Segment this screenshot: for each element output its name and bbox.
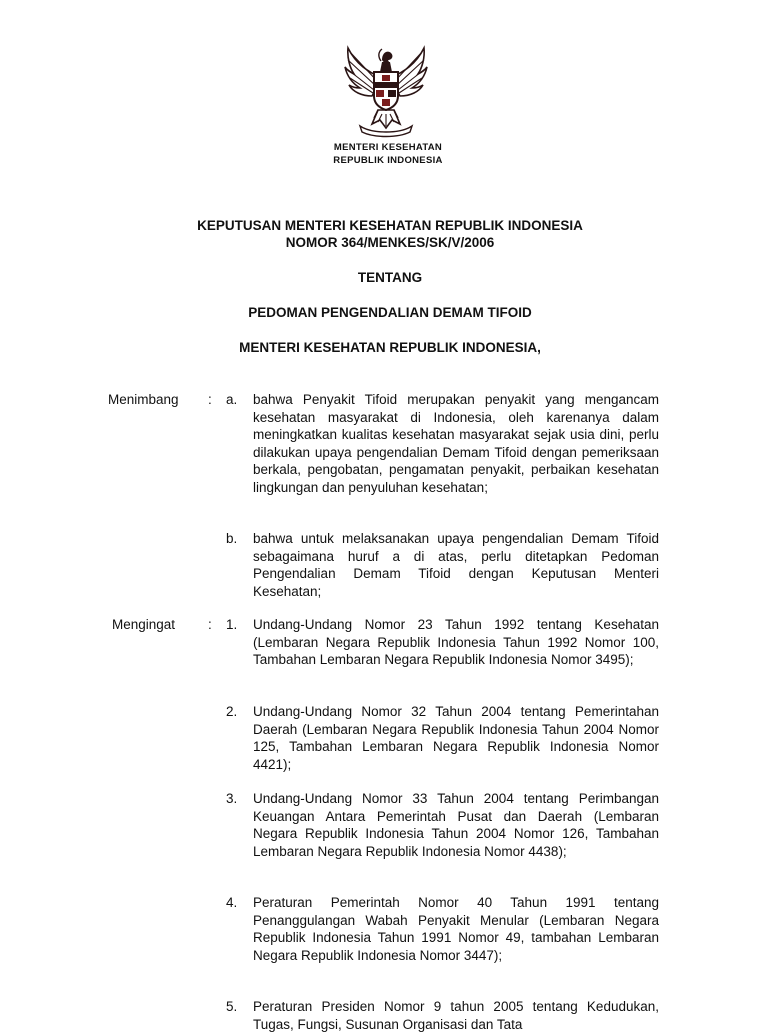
menimbang-item-a-marker: a. <box>226 392 238 407</box>
mengingat-item-1-marker: 1. <box>226 617 238 632</box>
mengingat-item-5-marker: 5. <box>226 999 238 1014</box>
mengingat-item-3-text: Undang-Undang Nomor 33 Tahun 2004 tentang Perimbangan Keuangan Antara Pemerintah Pusat dan Daerah (Lembaran Negara Republik Indonesia Tahun 2004 Nomor 126, Tambahan Lembaran Negara Republik Indonesia Nomor 4438); <box>253 791 659 859</box>
menimbang-label: Menimbang <box>108 392 179 407</box>
decree-number: NOMOR 364/MENKES/SK/V/2006 <box>285 235 495 250</box>
menimbang-item-b-text: bahwa untuk melaksanakan upaya pengendalian Demam Tifoid sebagaimana huruf a di atas, perlu ditetapkan Pedoman Pengendalian Demam Tifoid dengan Keputusan Menteri Kesehatan; <box>253 531 659 599</box>
decree-title: KEPUTUSAN MENTERI KESEHATAN REPUBLIK INDONESIA <box>197 218 583 233</box>
garuda-emblem-icon <box>338 38 434 138</box>
mengingat-item-2-marker: 2. <box>226 704 238 719</box>
decree-subject: PEDOMAN PENGENDALIAN DEMAM TIFOID <box>248 305 532 320</box>
mengingat-item-4-text: Peraturan Pemerintah Nomor 40 Tahun 1991 tentang Penanggulangan Wabah Penyakit Menular (Lembaran Negara Republik Indonesia Tahun 1991 Nomor 49, tambahan Lembaran Negara Republik Indonesia Nomor 3447); <box>253 895 659 963</box>
letterhead-line-1: MENTERI KESEHATAN <box>333 142 443 153</box>
mengingat-item-4-marker: 4. <box>226 895 238 910</box>
menimbang-item-b-marker: b. <box>226 531 238 546</box>
mengingat-item-3-marker: 3. <box>226 791 238 806</box>
mengingat-label: Mengingat <box>112 617 176 632</box>
mengingat-item-5-text: Peraturan Presiden Nomor 9 tahun 2005 tentang Kedudukan, Tugas, Fungsi, Susunan Organisasi dan Tata <box>253 999 659 1032</box>
mengingat-item-1-text: Undang-Undang Nomor 23 Tahun 1992 tentang Kesehatan (Lembaran Negara Republik Indonesia Tahun 1992 Nomor 100, Tambahan Lembaran Negara Republik Indonesia Nomor 3495); <box>253 617 659 667</box>
issuer-heading: MENTERI KESEHATAN REPUBLIK INDONESIA, <box>239 340 541 355</box>
menimbang-item-a-text: bahwa Penyakit Tifoid merupakan penyakit yang mengancam kesehatan masyarakat di Indonesia, oleh karenanya dalam meningkatkan kualitas kesehatan masyarakat sejak usia dini, perlu dilakukan upaya pengendalian Demam Tifoid dengan pemeriksaan berkala, pengobatan, pengamatan penyakit, perbaikan kesehatan lingkungan dan penyuluhan kesehatan; <box>253 392 659 495</box>
mengingat-item-2-text: Undang-Undang Nomor 32 Tahun 2004 tentang Pemerintahan Daerah (Lembaran Negara Republik Indonesia Tahun 2004 Nomor 125, Tambahan Lembaran Negara Republik Indonesia Nomor 4421); <box>253 704 659 772</box>
mengingat-colon: : <box>208 617 212 632</box>
letterhead-line-2: REPUBLIK INDONESIA <box>333 155 443 166</box>
tentang-heading: TENTANG <box>357 270 423 285</box>
menimbang-colon: : <box>208 392 212 407</box>
